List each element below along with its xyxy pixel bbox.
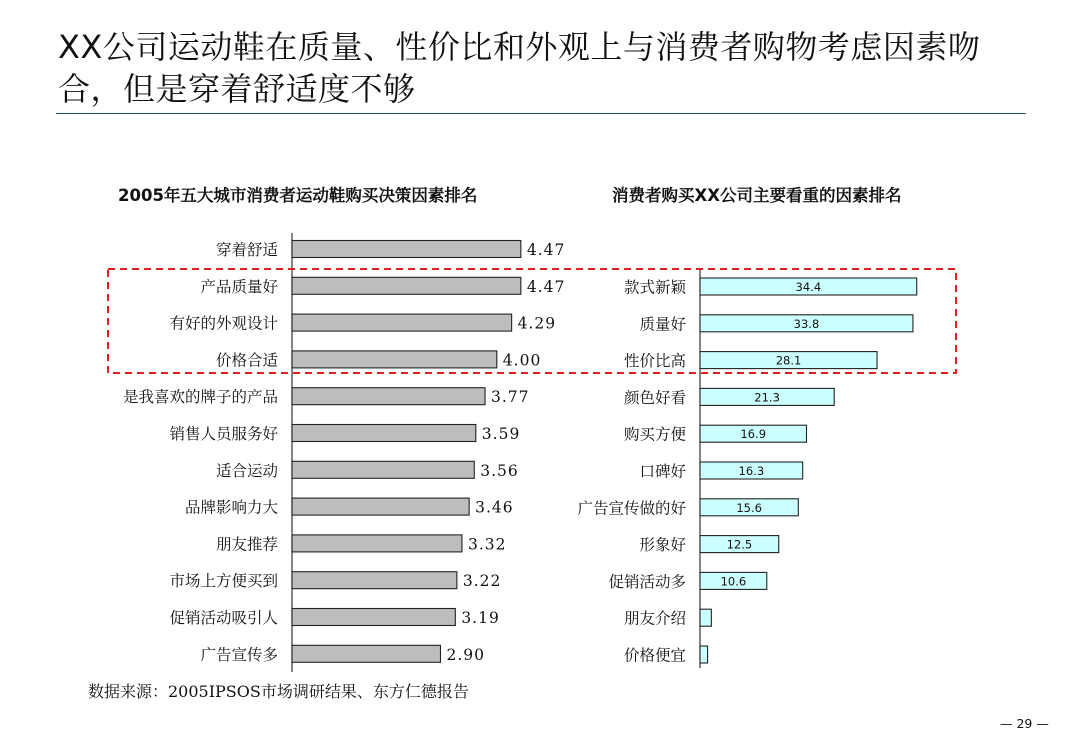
left-value-label: 3.19 [461, 609, 500, 627]
right-value-label: 34.4 [795, 280, 822, 294]
right-category-label: 形象好 [639, 536, 686, 555]
right-value-label: 12.5 [726, 537, 753, 552]
left-category-label: 价格合适 [215, 351, 278, 370]
left-value-label: 2.90 [446, 645, 485, 664]
left-category-label: 穿着舒适 [215, 241, 278, 259]
left-bar [292, 645, 440, 662]
left-value-label: 3.32 [467, 535, 507, 554]
right-category-label: 广告宣传做的好 [577, 499, 686, 518]
left-value-label: 3.22 [462, 572, 502, 591]
left-bar [292, 609, 455, 626]
right-category-label: 颜色好看 [623, 388, 686, 407]
right-chart-title: 消费者购买XX公司主要看重的因素排名 [612, 186, 902, 205]
left-category-label: 是我喜欢的牌子的产品 [122, 388, 278, 407]
left-value-label: 4.47 [526, 277, 566, 296]
right-category-label: 购买方便 [623, 425, 686, 444]
right-category-label: 性价比高 [623, 352, 686, 371]
right-category-label: 促销活动多 [608, 572, 686, 591]
right-value-label: 10.6 [720, 574, 747, 589]
right-value-label: 21.3 [754, 390, 780, 405]
left-category-label: 适合运动 [215, 461, 278, 480]
left-bar [292, 388, 485, 405]
right-category-label: 价格便宜 [623, 646, 686, 665]
right-category-label: 口碑好 [639, 462, 686, 481]
left-category-label: 品牌影响力大 [184, 498, 278, 517]
left-category-label: 朋友推荐 [215, 535, 278, 554]
left-value-label: 3.46 [475, 498, 514, 517]
left-value-label: 4.00 [502, 351, 542, 370]
left-category-label: 市场上方便买到 [169, 572, 278, 591]
right-value-label: 33.8 [793, 316, 820, 331]
left-category-label: 促销活动吸引人 [169, 609, 278, 627]
left-bar [292, 461, 474, 478]
right-bar [700, 646, 708, 663]
right-category-label: 朋友介绍 [623, 609, 686, 628]
left-bar [292, 535, 462, 552]
right-value-label: 28.1 [775, 353, 802, 368]
left-category-label: 销售人员服务好 [169, 425, 278, 443]
left-bar [292, 572, 457, 589]
left-value-label: 3.77 [491, 388, 530, 407]
page-number: — 29 — [1000, 716, 1049, 731]
left-bar [292, 314, 512, 331]
right-value-label: 15.6 [736, 500, 762, 515]
left-value-label: 3.59 [481, 425, 521, 443]
left-value-label: 3.56 [480, 461, 519, 480]
right-category-label: 款式新颖 [623, 278, 686, 297]
left-chart-title: 2005年五大城市消费者运动鞋购买决策因素排名 [118, 186, 478, 205]
left-category-label: 广告宣传多 [200, 645, 278, 664]
left-value-label: 4.29 [517, 314, 557, 333]
slide-title: XX公司运动鞋在质量、性价比和外观上与消费者购物考虑因素吻合，但是穿着舒适度不够 [58, 28, 981, 108]
left-bar [292, 277, 521, 294]
left-bar [292, 241, 521, 258]
left-category-label: 产品质量好 [200, 277, 278, 296]
source-note: 数据来源：2005IPSOS市场调研结果、东方仁德报告 [88, 682, 469, 701]
right-value-label: 16.9 [740, 427, 767, 442]
right-value-label: 16.3 [738, 464, 765, 478]
left-bar [292, 351, 497, 368]
left-category-label: 有好的外观设计 [169, 314, 278, 333]
right-category-label: 质量好 [639, 315, 686, 334]
right-bar [700, 609, 711, 626]
left-bar [292, 498, 469, 515]
left-value-label: 4.47 [526, 241, 566, 259]
left-bar [292, 425, 476, 442]
